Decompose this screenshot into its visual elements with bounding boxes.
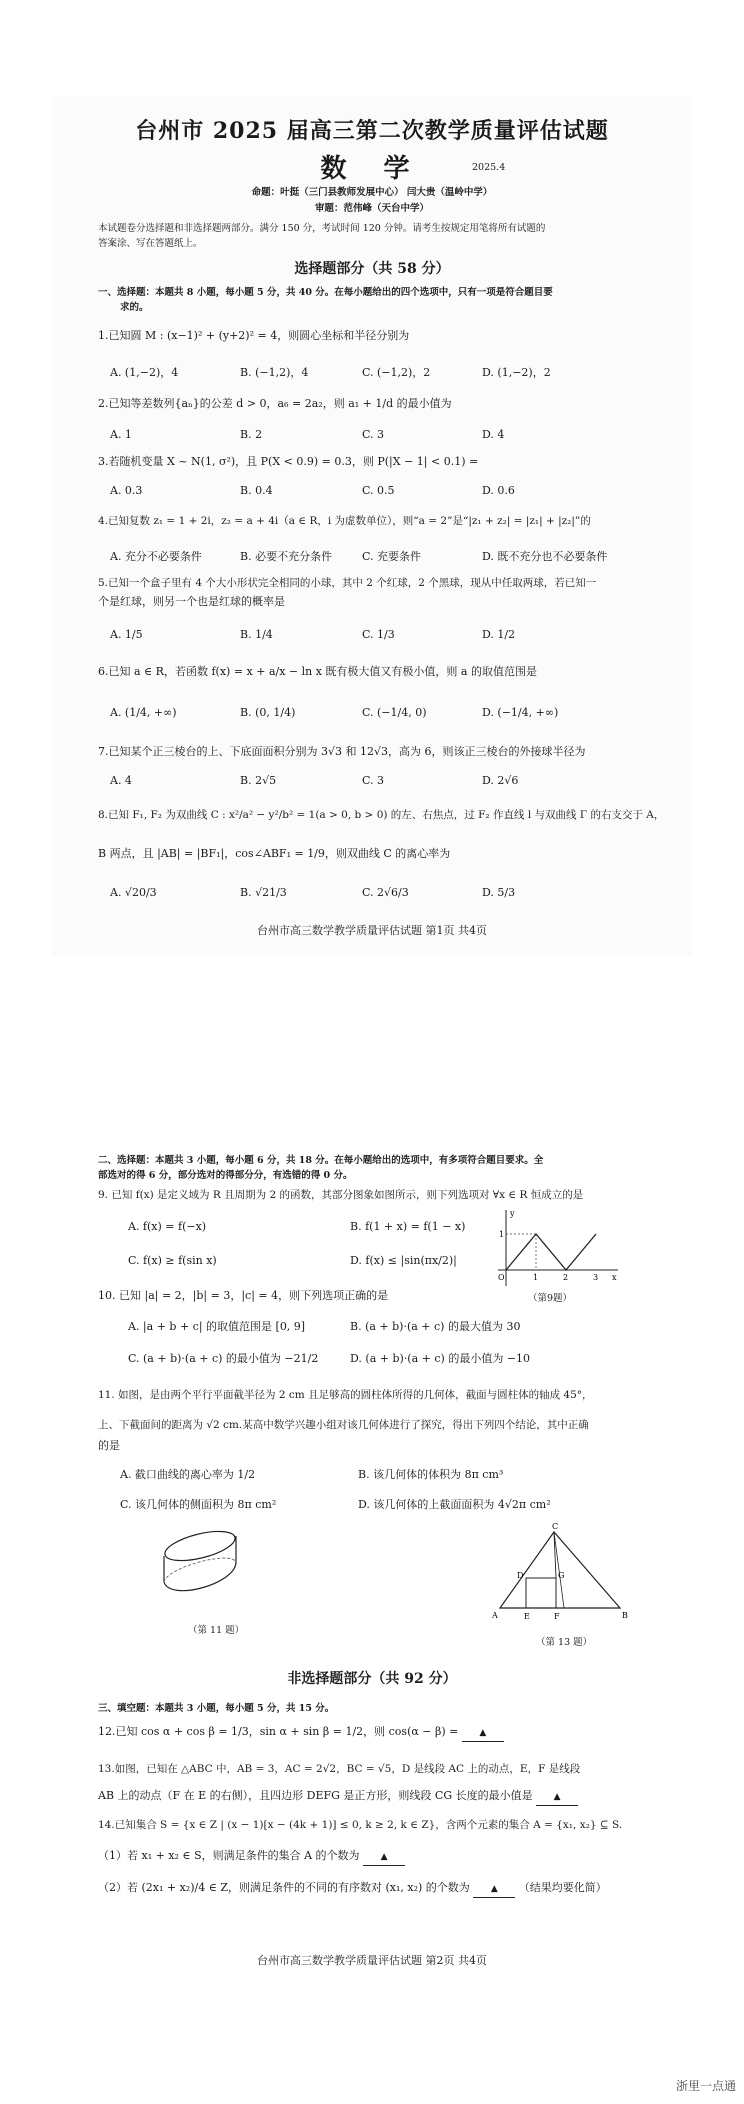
exam-page-2: [52, 1140, 692, 1990]
q8-option-a: A. √20/3: [110, 886, 157, 899]
question-11-line-2: 上、下截面间的距离为 √2 cm.某高中数学兴趣小组对该几何体进行了探究，得出下列四个结论，其中正确: [98, 1419, 589, 1431]
part2-heading-1: 二、选择题：本题共 3 小题，每小题 6 分，共 18 分。在每小题给出的选项中，有多项符合题目要求。全: [98, 1155, 544, 1166]
figure-11-caption: （第 11 题）: [188, 1625, 245, 1636]
fig9-label-x: x: [612, 1273, 617, 1282]
fig13-label-b: B: [622, 1611, 628, 1620]
question-14-part-2: [98, 1880, 607, 1898]
question-10: 10. 已知 |a| = 2，|b| = 3，|c| = 4，则下列选项正确的是: [98, 1289, 389, 1302]
q9-option-a: A. f(x) = f(−x): [128, 1220, 207, 1233]
q12-text: 12.已知 cos α + cos β = 1/3，sin α + sin β = 1/2，则 cos(α − β) =: [98, 1725, 459, 1738]
q9-option-d: D. f(x) ≤ |sin(πx/2)|: [350, 1254, 457, 1267]
fig13-label-f: F: [554, 1612, 560, 1621]
q11-option-c: C. 该几何体的侧面积为 8π cm²: [120, 1498, 277, 1511]
q2-option-c: C. 3: [362, 428, 385, 441]
q10-option-c: C. (a + b)·(a + c) 的最小值为 −21/2: [128, 1352, 319, 1365]
q2-option-b: B. 2: [240, 428, 263, 441]
q7-option-c: C. 3: [362, 774, 385, 787]
q4-option-a: A. 充分不必要条件: [110, 550, 202, 563]
page-2-footer: 台州市高三数学教学质量评估试题 第2页 共4页: [257, 1954, 487, 1967]
q5-option-b: B. 1/4: [240, 628, 273, 641]
exam-page-1: [52, 96, 692, 956]
q8-option-b: B. √21/3: [240, 886, 287, 899]
q1-option-a: A. (1,−2)，4: [110, 366, 179, 379]
q13-text: AB 上的动点（F 在 E 的右侧），且四边形 DEFG 是正方形，则线段 CG 长度的最小值是: [98, 1789, 533, 1802]
q10-option-d: D. (a + b)·(a + c) 的最小值为 −10: [350, 1352, 531, 1365]
question-14: 14.已知集合 S = {x ∈ Z | (x − 1)[x − (4k + 1)] ≤ 0, k ≥ 2, k ∈ Z}，含两个元素的集合 A = {x₁, x₂} ⊆ S.: [98, 1819, 623, 1831]
question-5-line-2: 个是红球，则另一个也是红球的概率是: [98, 595, 285, 608]
q12-answer-blank: ▲: [462, 1726, 504, 1742]
fig11-top-ellipse: [162, 1526, 238, 1567]
figure-13-caption: （第 13 题）: [536, 1637, 593, 1648]
q14-part1-text: （1）若 x₁ + x₂ ∈ S，则满足条件的集合 A 的个数为: [98, 1849, 360, 1862]
q7-option-a: A. 4: [110, 774, 132, 787]
q6-option-d: D. (−1/4, +∞): [482, 706, 559, 719]
q1-option-d: D. (1,−2)，2: [482, 366, 551, 379]
q7-option-d: D. 2√6: [482, 774, 519, 787]
question-8-line-1: 8.已知 F₁, F₂ 为双曲线 C : x²/a² − y²/b² = 1(a > 0, b > 0) 的左、右焦点，过 F₂ 作直线 l 与双曲线 Γ 的右支交于 A，: [98, 809, 665, 821]
exam-title: 台州市 2025 届高三第二次教学质量评估试题: [135, 118, 609, 144]
fig9-label-2: 2: [563, 1273, 569, 1282]
q14-part1-blank: ▲: [363, 1850, 405, 1866]
q9-option-b: B. f(1 + x) = f(1 − x): [350, 1220, 466, 1233]
authors-line: 命题：叶挺（三门县教师发展中心） 闫大贵（温岭中学）: [251, 187, 493, 198]
q9-option-c: C. f(x) ≥ f(sin x): [128, 1254, 217, 1267]
fig9-curve: [506, 1234, 596, 1270]
part1-heading-1: 一、选择题：本题共 8 小题，每小题 5 分，共 40 分。在每小题给出的四个选项中，只有一项是符合题目要: [98, 287, 553, 298]
q14-part2-text: （2）若 (2x₁ + x₂)/4 ∈ Z，则满足条件的不同的有序数对 (x₁, x₂) 的个数为: [98, 1881, 470, 1894]
q4-option-b: B. 必要不充分条件: [240, 550, 333, 563]
q2-option-a: A. 1: [110, 428, 132, 441]
figure-13-triangle: [492, 1522, 632, 1632]
page-1-footer: 台州市高三数学教学质量评估试题 第1页 共4页: [257, 924, 487, 937]
section-choice-title: 选择题部分（共 58 分）: [294, 261, 450, 277]
q14-part2-blank: ▲: [473, 1882, 515, 1898]
question-13-line-1: 13.如图，已知在 △ABC 中，AB = 3，AC = 2√2，BC = √5，D 是线段 AC 上的动点，E，F 是线段: [98, 1763, 581, 1775]
q2-option-d: D. 4: [482, 428, 505, 441]
q11-option-d: D. 该几何体的上截面面积为 4√2π cm²: [358, 1498, 551, 1511]
question-9: 9. 已知 f(x) 是定义域为 R 且周期为 2 的函数，其部分图象如图所示，则下列选项对 ∀x ∈ R 恒成立的是: [98, 1189, 584, 1201]
fig9-label-1: 1: [533, 1273, 539, 1282]
fig9-label-one-y: 1: [499, 1230, 505, 1239]
question-3: 3.若随机变量 X ~ N(1, σ²)，且 P(X < 0.9) = 0.3，则 P(|X − 1| < 0.1) =: [98, 455, 479, 468]
q5-option-c: C. 1/3: [362, 628, 395, 641]
question-7: 7.已知某个正三棱台的上、下底面面积分别为 3√3 和 12√3，高为 6，则该正三棱台的外接球半径为: [98, 745, 586, 758]
q6-option-b: B. (0, 1/4): [240, 706, 296, 719]
q6-option-a: A. (1/4, +∞): [110, 706, 177, 719]
figure-9-graph: [490, 1206, 620, 1290]
fig9-label-y: y: [510, 1209, 515, 1218]
fig13-label-e: E: [524, 1612, 530, 1621]
q1-option-b: B. (−1,2)，4: [240, 366, 309, 379]
section-nonchoice-title: 非选择题部分（共 92 分）: [287, 1671, 457, 1687]
q3-option-c: C. 0.5: [362, 484, 395, 497]
q11-option-a: A. 截口曲线的离心率为 1/2: [120, 1468, 256, 1481]
q13-answer-blank: ▲: [536, 1790, 578, 1806]
part3-heading: 三、填空题：本题共 3 小题，每小题 5 分，共 15 分。: [98, 1703, 335, 1714]
fig13-square-defg: [526, 1578, 556, 1608]
q8-option-c: C. 2√6/3: [362, 886, 409, 899]
fig13-label-d: D: [517, 1571, 524, 1580]
q4-option-c: C. 充要条件: [362, 550, 422, 563]
question-14-part-1: [98, 1848, 405, 1866]
fig13-triangle-abc: [500, 1532, 620, 1608]
source-watermark: 浙里一点通: [675, 2079, 736, 2093]
question-2: 2.已知等差数列{aₙ}的公差 d > 0，a₆ = 2a₂，则 a₁ + 1/d 的最小值为: [98, 397, 452, 410]
question-11-line-1: 11. 如图，是由两个平行平面截半径为 2 cm 且足够高的圆柱体所得的几何体，截面与圆柱体的轴成 45°，: [98, 1389, 593, 1401]
q4-option-d: D. 既不充分也不必要条件: [482, 550, 608, 563]
q10-option-b: B. (a + b)·(a + c) 的最大值为 30: [350, 1320, 521, 1333]
q10-option-a: A. |a + b + c| 的取值范围是 [0, 9]: [128, 1320, 306, 1333]
fig9-label-o: O: [498, 1273, 505, 1282]
subject-title: 数 学: [320, 154, 424, 184]
figure-11-solid: [144, 1524, 264, 1614]
q3-option-b: B. 0.4: [240, 484, 273, 497]
question-6: 6.已知 a ∈ R，若函数 f(x) = x + a/x − ln x 既有极大值又有极小值，则 a 的取值范围是: [98, 665, 537, 678]
fig9-label-3: 3: [593, 1273, 599, 1282]
q8-option-d: D. 5/3: [482, 886, 516, 899]
q5-option-a: A. 1/5: [110, 628, 143, 641]
q7-option-b: B. 2√5: [240, 774, 277, 787]
part1-heading-2: 求的。: [120, 302, 149, 313]
fig11-bottom-curve: [164, 1562, 236, 1591]
question-12: [98, 1724, 504, 1742]
q6-option-c: C. (−1/4, 0): [362, 706, 427, 719]
intro-line-2: 答案涂、写在答题纸上。: [98, 238, 203, 249]
q3-option-a: A. 0.3: [110, 484, 143, 497]
fig13-label-g: G: [558, 1571, 565, 1580]
figure-9-caption: （第9题）: [528, 1293, 573, 1304]
q11-option-b: B. 该几何体的体积为 8π cm³: [358, 1468, 504, 1481]
intro-line-1: 本试题卷分选择题和非选择题两部分。满分 150 分，考试时间 120 分钟。请考生按规定用笔将所有试题的: [98, 223, 546, 234]
part2-heading-2: 部选对的得 6 分，部分选对的得部分分，有选错的得 0 分。: [98, 1170, 353, 1181]
q5-option-d: D. 1/2: [482, 628, 516, 641]
exam-date: 2025.4: [472, 162, 506, 173]
question-13-line-2: [98, 1788, 578, 1806]
fig11-hidden-curve: [164, 1558, 236, 1582]
question-5-line-1: 5.已知一个盒子里有 4 个大小形状完全相同的小球，其中 2 个红球，2 个黑球，现从中任取两球，若已知一: [98, 577, 597, 589]
fig13-label-a: A: [492, 1611, 498, 1620]
q1-option-c: C. (−1,2)，2: [362, 366, 431, 379]
q3-option-d: D. 0.6: [482, 484, 515, 497]
question-11-line-3: 的是: [98, 1439, 120, 1452]
question-4: 4.已知复数 z₁ = 1 + 2i，z₂ = a + 4i（a ∈ R，i 为虚数单位），则“a = 2”是“|z₁ + z₂| = |z₁| + |z₂|”的: [98, 515, 591, 527]
fig13-label-c: C: [552, 1522, 559, 1531]
reviewer-line: 审题：范伟峰（天台中学）: [314, 203, 429, 214]
question-1: 1.已知圆 M : (x−1)² + (y+2)² = 4，则圆心坐标和半径分别为: [98, 329, 410, 342]
q14-part2-note: （结果均要化简）: [518, 1881, 607, 1894]
question-8-line-2: B 两点，且 |AB| = |BF₁|，cos∠ABF₁ = 1/9，则双曲线 C 的离心率为: [98, 847, 451, 860]
